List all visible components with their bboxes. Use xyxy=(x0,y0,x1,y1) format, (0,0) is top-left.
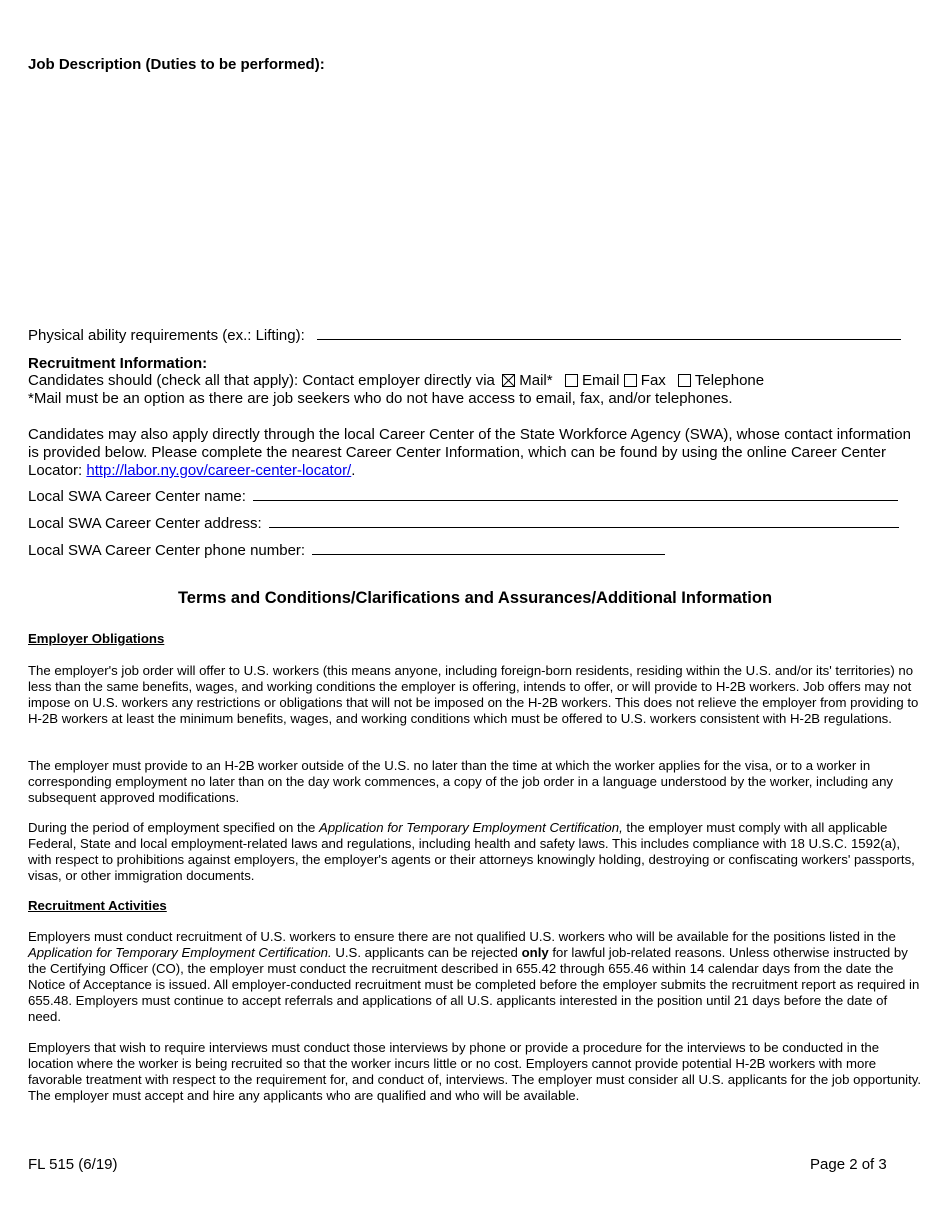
obligation-paragraph-3-a: During the period of employment specified on the xyxy=(28,820,316,835)
email-label: Email xyxy=(581,372,620,389)
swa-name-row xyxy=(28,488,908,506)
swa-address-field[interactable] xyxy=(269,527,899,528)
activities-paragraph-2: Employers that wish to require interviews must conduct those interviews by phone or provide a procedure for the interviews to be conducted in the location where the worker is being recruited so that the worker incurs little or no cost. Employers cannot provide potential H-2B workers with more favorable treatment with respect to the requirement for, and conduct of, interviews. The employer must consider all U.S. applicants for the job opportunity. The employer must accept and hire any applicants who are qualified and who will be available. xyxy=(28,1040,922,1103)
footer-form-number: FL 515 (6/19) xyxy=(28,1156,118,1173)
swa-phone-label: Local SWA Career Center phone number: xyxy=(28,542,306,559)
physical-requirements-row xyxy=(28,327,908,345)
activities-paragraph-1 xyxy=(28,929,923,1025)
career-center-locator-link[interactable]: http://labor.ny.gov/career-center-locator/ xyxy=(86,462,352,479)
activities-paragraph-1-c: for lawful job-related reasons. Unless otherwise instructed by the Certifying Officer (CO), the employer must conduct the recruitment described in 655.42 through 655.46 within 14 calendar days from the date the Notice of Acceptance is issued. All employer-conducted recruitment must be completed before the employer submits the recruitment report as required in 655.48. Employers must continue to accept referrals and applications of all U.S. applicants interested in the position until 21 days before the date of need. xyxy=(28,945,920,1024)
fax-label: Fax xyxy=(640,372,666,389)
telephone-checkbox[interactable] xyxy=(678,374,691,387)
obligation-paragraph-3 xyxy=(28,820,923,884)
job-description-heading: Job Description (Duties to be performed): xyxy=(28,56,325,73)
mail-label: Mail* xyxy=(519,372,553,389)
recruitment-heading: Recruitment Information: xyxy=(28,355,208,372)
activities-paragraph-1-bold: only xyxy=(521,945,549,960)
employer-obligations-heading: Employer Obligations xyxy=(28,631,165,646)
obligation-paragraph-1: The employer's job order will offer to U.S. workers (this means anyone, including foreign-born residents, residing within the U.S. and/or its' territories) no less than the same benefits, wages, and working conditions the employer is offering, intends to offer, or will provide to H-2B workers. Job offers may not impose on U.S. workers any restrictions or obligations that will not be imposed on the H-2B workers. This does not relieve the employer from providing to H-2B workers at least the minimum benefits, wages, and working conditions which must be offered to U.S. workers consistent with H-2B regulations. xyxy=(28,663,919,726)
swa-phone-field[interactable] xyxy=(312,554,665,555)
swa-address-row xyxy=(28,515,908,533)
email-checkbox[interactable] xyxy=(565,374,578,387)
contact-methods-row xyxy=(28,372,764,390)
activities-paragraph-1-a: Employers must conduct recruitment of U.S. workers to ensure there are not qualified U.S. workers who will be available for the positions listed in the xyxy=(28,929,896,944)
physical-requirements-field[interactable] xyxy=(317,339,901,340)
telephone-label: Telephone xyxy=(694,372,765,389)
mail-checkbox[interactable] xyxy=(502,374,515,387)
terms-heading: Terms and Conditions/Clarifications and Assurances/Additional Information xyxy=(177,589,773,607)
swa-name-label: Local SWA Career Center name: xyxy=(28,488,246,505)
mail-note: *Mail must be an option as there are job seekers who do not have access to email, fax, and/or telephones. xyxy=(28,390,733,407)
swa-address-label: Local SWA Career Center address: xyxy=(28,515,262,532)
activities-paragraph-1-italic: Application for Temporary Employment Certification. xyxy=(28,945,332,960)
contact-methods-prefix: Candidates should (check all that apply): Contact employer directly via xyxy=(28,372,495,389)
swa-name-field[interactable] xyxy=(253,500,898,501)
career-center-paragraph: Candidates may also apply directly through the local Career Center of the State Workforce Agency (SWA), whose contact information is provided below. Please complete the nearest Career Center Information, which can be found by using the online Career Center Locator: http://labor.ny.gov/career-center-locator/. xyxy=(28,426,911,479)
obligation-paragraph-3-italic: Application for Temporary Employment Certification, xyxy=(319,820,623,835)
recruitment-activities-heading: Recruitment Activities xyxy=(28,898,167,913)
physical-requirements-label: Physical ability requirements (ex.: Lifting): xyxy=(28,327,305,344)
obligation-paragraph-2: The employer must provide to an H-2B worker outside of the U.S. no later than the time at which the worker applies for the visa, or to a worker in corresponding employment no later than on the day work commences, a copy of the job order in a language understood by the worker, including any subsequent approved modifications. xyxy=(28,758,894,805)
swa-phone-row xyxy=(28,542,665,560)
obligation-paragraph-3-b: the employer must comply with all applicable Federal, State and local employment-related laws and regulations, including health and safety laws. This includes compliance with 18 U.S.C. 1592(a), with respect to prohibitions against employers, the employer's agents or their attorneys knowingly holding, destroying or confiscating workers' passports, visas, or other immigration documents. xyxy=(28,820,915,883)
fax-checkbox[interactable] xyxy=(624,374,637,387)
career-center-text: Candidates may also apply directly through the local Career Center of the State Workforce Agency (SWA), whose contact information is provided below. Please complete the nearest Career Center Information, which can be found by using the online Career Center Locator: xyxy=(28,426,911,479)
footer-page-number: Page 2 of 3 xyxy=(810,1156,887,1173)
activities-paragraph-1-b: U.S. applicants can be rejected xyxy=(335,945,518,960)
